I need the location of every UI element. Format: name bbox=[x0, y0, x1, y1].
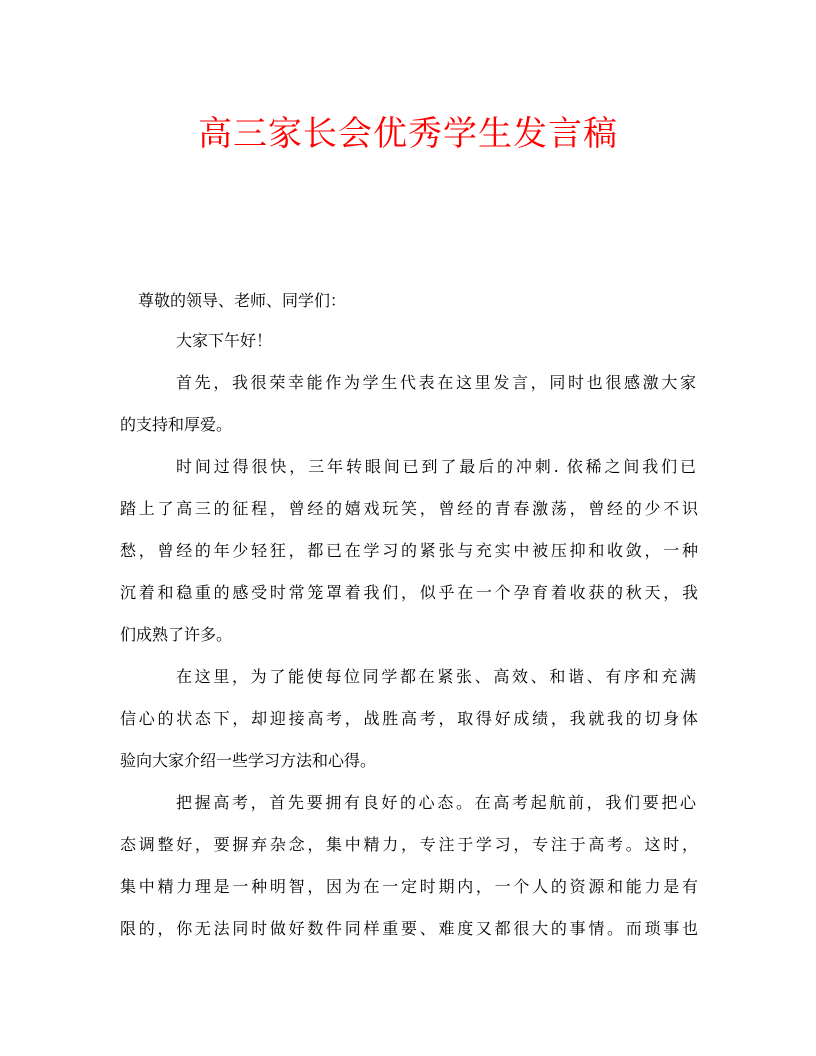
paragraph-line: 的支持和厚爱。 bbox=[120, 415, 233, 434]
document-title: 高三家长会优秀学生发言稿 bbox=[198, 114, 618, 154]
paragraph-line: 态调整好，要摒弃杂念，集中精力，专注于学习，专注于高考。这时， bbox=[120, 835, 698, 854]
paragraph-line: 们成熟了许多。 bbox=[120, 625, 233, 644]
paragraph-line: 集中精力理是一种明智，因为在一定时期内，一个人的资源和能力是有 bbox=[120, 877, 698, 896]
paragraph-line: 首先，我很荣幸能作为学生代表在这里发言，同时也很感激大家 bbox=[176, 373, 696, 392]
paragraph-line: 在这里，为了能使每位同学都在紧张、高效、和谐、有序和充满 bbox=[176, 667, 696, 686]
paragraph-line: 踏上了高三的征程，曾经的嬉戏玩笑，曾经的青春激荡，曾经的少不识 bbox=[120, 499, 698, 518]
paragraph-line: 时间过得很快，三年转眼间已到了最后的冲刺. 依稀之间我们已 bbox=[176, 457, 696, 476]
greeting-line: 大家下午好！ bbox=[176, 331, 273, 350]
salutation-line: 尊敬的领导、老师、同学们： bbox=[138, 291, 347, 310]
paragraph-line: 把握高考，首先要拥有良好的心态。在高考起航前，我们要把心 bbox=[176, 793, 696, 812]
paragraph-line: 愁，曾经的年少轻狂，都已在学习的紧张与充实中被压抑和收敛，一种 bbox=[120, 541, 698, 560]
paragraph-line: 限的，你无法同时做好数件同样重要、难度又都很大的事情。而琐事也 bbox=[120, 919, 698, 938]
paragraph-line: 信心的状态下，却迎接高考，战胜高考，取得好成绩，我就我的切身体 bbox=[120, 709, 698, 728]
paragraph-line: 验向大家介绍一些学习方法和心得。 bbox=[120, 751, 377, 770]
paragraph-line: 沉着和稳重的感受时常笼罩着我们，似乎在一个孕育着收获的秋天，我 bbox=[120, 583, 698, 602]
